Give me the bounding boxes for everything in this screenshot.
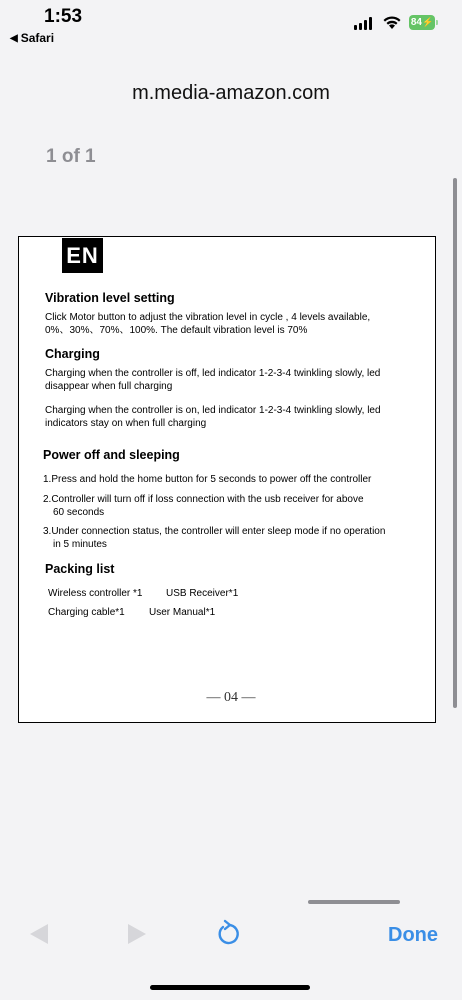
charging-on-line-1: Charging when the controller is on, led indicator 1-2-3-4 twinkling slowly, led (45, 405, 381, 416)
packing-item-cable: Charging cable*1 (48, 607, 125, 618)
page-domain-title: m.media-amazon.com (132, 82, 330, 104)
back-to-app-button[interactable] (10, 31, 54, 45)
power-item-2-line-2: 60 seconds (53, 507, 105, 518)
packing-item-manual: User Manual*1 (149, 607, 216, 618)
power-item-2-line-1: 2.Controller will turn off if loss connection with the usb receiver for above (43, 494, 364, 505)
power-item-1: 1.Press and hold the home button for 5 seconds to power off the controller (43, 474, 372, 485)
language-badge: EN (62, 238, 103, 273)
page-indicator: 1 of 1 (46, 146, 96, 167)
document-page-number: — 04 — (206, 690, 256, 705)
forward-arrow-icon[interactable] (128, 924, 146, 944)
reload-icon[interactable] (215, 918, 243, 950)
packing-item-receiver: USB Receiver*1 (166, 588, 239, 599)
battery-icon: 84 ⚡ (410, 17, 434, 28)
power-item-3-line-2: in 5 minutes (53, 539, 107, 550)
vibration-text-line-1: Click Motor button to adjust the vibration level in cycle , 4 levels available, (45, 312, 371, 323)
battery-level: 84 (410, 17, 422, 28)
section-heading-power: Power off and sleeping (43, 448, 180, 462)
done-button[interactable]: Done (388, 924, 438, 946)
back-arrow-icon[interactable] (30, 924, 48, 944)
charging-on-line-2: indicators stay on when full charging (45, 418, 207, 429)
scrollbar[interactable] (453, 178, 457, 708)
wifi-icon (382, 14, 402, 30)
power-item-3-line-1: 3.Under connection status, the controller will enter sleep mode if no operation (43, 526, 386, 537)
home-indicator (150, 985, 310, 990)
charging-off-line-2: disappear when full charging (45, 381, 173, 392)
section-heading-charging: Charging (45, 347, 100, 361)
section-heading-packing: Packing list (45, 562, 115, 576)
section-heading-vibration: Vibration level setting (45, 291, 175, 305)
battery-cap (436, 20, 438, 25)
back-triangle-icon: ◀ (10, 32, 18, 44)
vibration-text-line-2: 0%、30%、70%、100%. The default vibration level is 70% (45, 325, 308, 336)
packing-item-controller: Wireless controller *1 (48, 588, 143, 599)
charging-off-line-1: Charging when the controller is off, led indicator 1-2-3-4 twinkling slowly, led (45, 368, 381, 379)
toolbar-grabber (308, 900, 400, 904)
cellular-signal-icon (354, 17, 372, 30)
status-time: 1:53 (44, 6, 83, 27)
back-app-label: Safari (20, 31, 55, 45)
